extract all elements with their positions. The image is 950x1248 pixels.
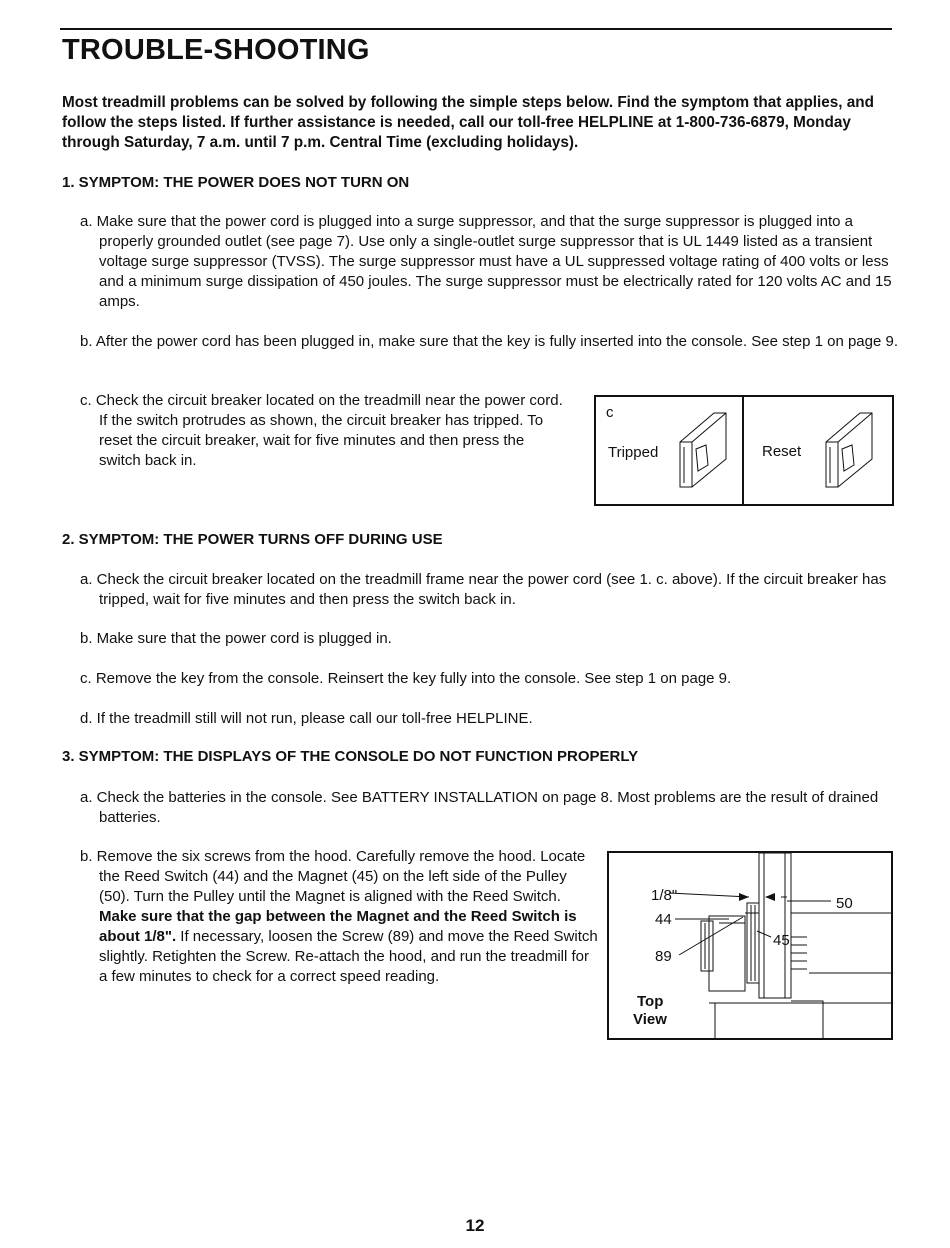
symptom-2-step-c: c. Remove the key from the console. Reinsert the key fully into the console. See step 1 on page 9. — [80, 670, 732, 687]
symptom-3-step-a: a. Check the batteries in the console. See BATTERY INSTALLATION on page 8. Most problems are the result of drained batteries. — [80, 789, 879, 826]
step-b-text-2: If necessary, loosen the Screw (89) and move the Reed Switch slightly. Retighten the Screw. Re-attach the hood, and run the treadmill for a few minutes to check for a correct speed reading. — [99, 928, 598, 985]
circuit-breaker-illustration — [596, 397, 892, 504]
top-rule — [60, 28, 892, 30]
gap-label: 1/8" — [651, 887, 678, 904]
top-view-label-1: Top — [637, 993, 664, 1010]
step-b-bold-text: Make sure that the gap between the Magnet and the Reed Switch is about 1/8". — [99, 908, 577, 945]
reed-switch-figure — [607, 851, 893, 1040]
symptom-2-step-d: d. If the treadmill still will not run, please call our toll-free HELPLINE. — [80, 710, 533, 727]
page-title: TROUBLE-SHOOTING — [62, 34, 370, 66]
tripped-switch-icon — [680, 413, 726, 487]
symptom-2-step-a: a. Check the circuit breaker located on the treadmill frame near the power cord (see 1. c. above). If the circuit breaker has tripped, wait for five minutes and then press the switch back in. — [80, 571, 887, 608]
part-45-label: 45 — [773, 932, 790, 949]
part-50-label: 50 — [836, 895, 853, 912]
page-number: 12 — [465, 1216, 485, 1235]
tripped-label: Tripped — [608, 444, 659, 461]
top-view-label-2: View — [633, 1011, 667, 1028]
symptom-2-step-b: b. Make sure that the power cord is plugged in. — [80, 630, 392, 647]
figure-letter: c — [606, 404, 614, 421]
step-b-text-1: b. Remove the six screws from the hood. Carefully remove the hood. Locate the Reed Switch (44) and the Magnet (45) on the left side of the Pulley (50). Turn the Pulley until the Magnet is aligned with the Reed Switch. — [80, 848, 586, 905]
symptom-1-step-b: b. After the power cord has been plugged in, make sure that the key is fully inserted into the console. See step 1 on page 9. — [80, 333, 899, 350]
symptom-1-heading: 1. SYMPTOM: THE POWER DOES NOT TURN ON — [62, 174, 410, 191]
symptom-3-heading: 3. SYMPTOM: THE DISPLAYS OF THE CONSOLE DO NOT FUNCTION PROPERLY — [62, 748, 639, 765]
part-44-label: 44 — [655, 911, 672, 928]
symptom-1-step-c: c. Check the circuit breaker located on the treadmill near the power cord. If the switch protrudes as shown, the circuit breaker has tripped. To reset the circuit breaker, wait for five minutes and then press the switch back in. — [80, 392, 563, 469]
reset-switch-icon — [826, 413, 872, 487]
reed-switch-illustration — [609, 853, 891, 1038]
reset-label: Reset — [762, 443, 802, 460]
symptom-3-step-b — [80, 847, 599, 987]
symptom-2-heading: 2. SYMPTOM: THE POWER TURNS OFF DURING USE — [62, 531, 443, 548]
intro-paragraph: Most treadmill problems can be solved by following the simple steps below. Find the symptom that applies, and follow the steps listed. If further assistance is needed, call our toll-free HELPLINE at 1-800-736-6879, Monday through Saturday, 7 a.m. until 7 p.m. Central Time (excluding holidays). — [62, 94, 874, 151]
part-89-label: 89 — [655, 948, 672, 965]
circuit-breaker-figure — [594, 395, 894, 506]
symptom-1-step-a: a. Make sure that the power cord is plugged into a surge suppressor, and that the surge suppressor is plugged into a properly grounded outlet (see page 7). Use only a single-outlet surge suppressor that is UL 1449 listed as a transient voltage surge suppressor (TVSS). The surge suppressor must have a UL suppressed voltage rating of 400 volts or less and a minimum surge dissipation of 450 joules. The surge suppressor must be electrically rated for 120 volts AC and 15 amps. — [80, 213, 892, 310]
